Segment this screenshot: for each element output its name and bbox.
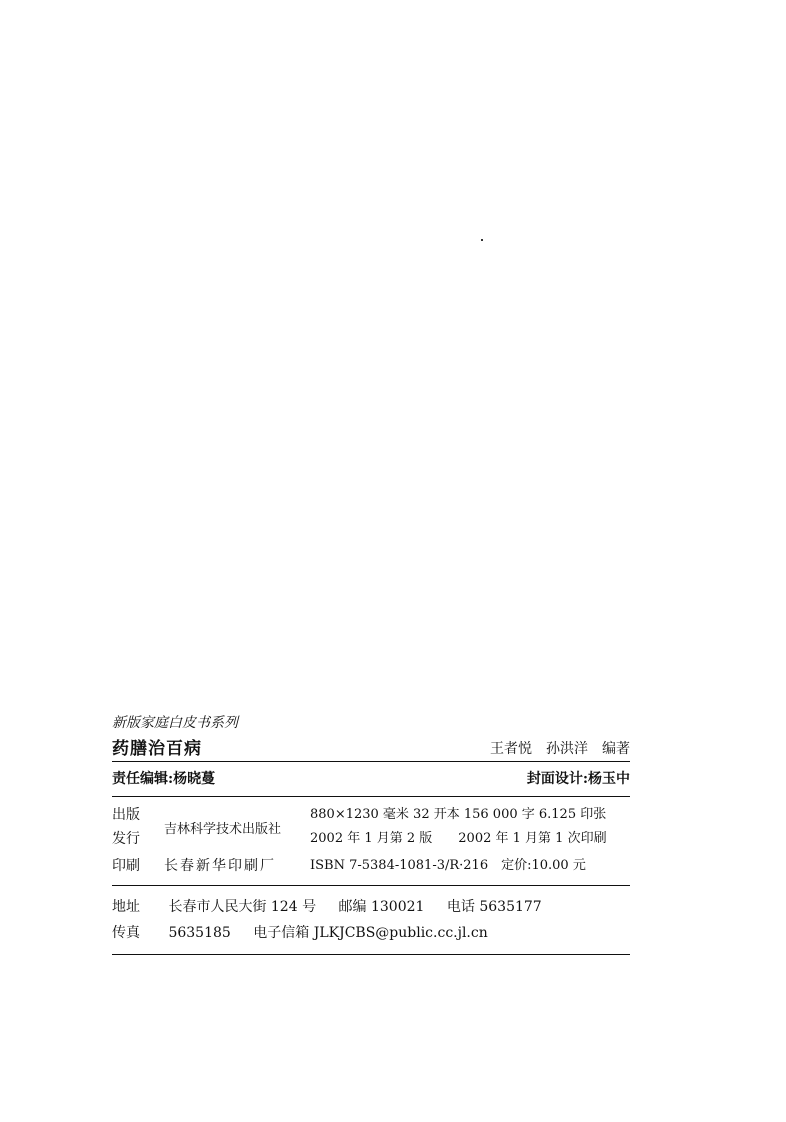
series-name: 新版家庭白皮书系列 [112,715,238,731]
fax: 5635185 [168,925,231,941]
book-title: 药膳治百病 [112,739,202,759]
edition-specs: 2002 年 1 月第 2 版 2002 年 1 月第 1 次印刷 [310,831,607,846]
title-row [112,733,630,761]
publisher-name: 吉林科学技术出版社 [164,821,282,837]
distribute-label: 发行 [112,831,140,847]
format-specs: 880×1230 毫米 32 开本 156 000 字 6.125 印张 [310,807,607,822]
stray-dot [481,239,483,241]
publish-label: 出版 [112,807,140,823]
responsible-editor: 责任编辑:杨晓蔓 [112,771,216,787]
colophon [112,713,630,955]
address-line [112,894,630,920]
divider [112,954,630,955]
postcode-label: 邮编 [338,899,367,915]
credits-row [112,762,630,796]
phone: 5635177 [479,899,542,915]
authors: 王者悦 孙洪洋 编著 [490,741,630,757]
isbn-price: ISBN 7-5384-1081-3/R·216 定价:10.00 元 [310,858,586,873]
address-label: 地址 [112,899,140,915]
address: 长春市人民大街 124 号 [168,899,317,915]
contact-block [112,886,630,954]
email-label: 电子信箱 [253,925,310,941]
cover-designer: 封面设计:杨玉中 [526,771,630,787]
print-label: 印刷 [112,858,140,874]
phone-label: 电话 [446,899,475,915]
postcode: 130021 [370,899,425,915]
printer-name: 长春新华印刷厂 [164,858,276,874]
fax-label: 传真 [112,925,140,941]
email: JLKJCBS@public.cc.jl.cn [313,925,488,941]
printer-row [112,851,630,881]
fax-line [112,920,630,946]
